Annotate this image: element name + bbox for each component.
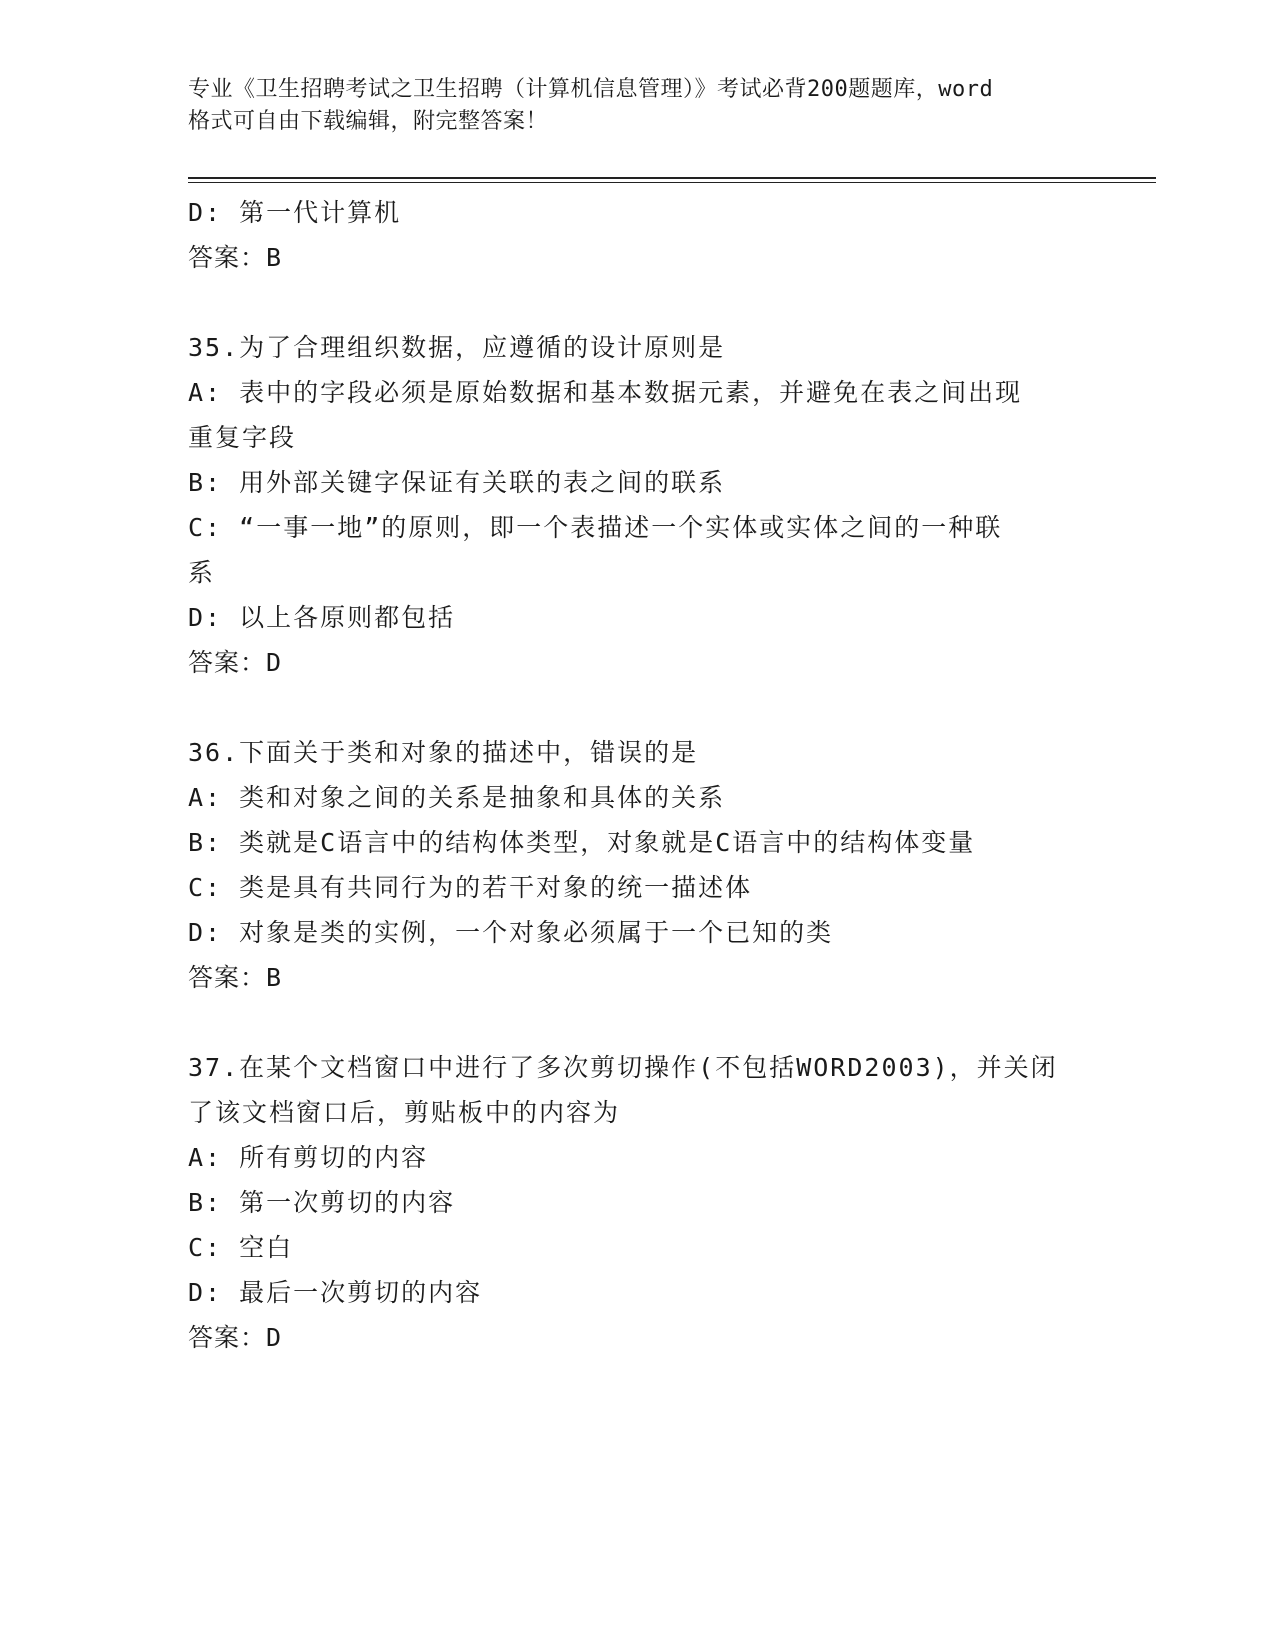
option-b: B: 类就是C语言中的结构体类型，对象就是C语言中的结构体变量	[188, 828, 976, 857]
header-divider	[188, 182, 1156, 183]
option-c: C: 空白	[188, 1233, 294, 1262]
question-35	[188, 325, 1108, 685]
question-36	[188, 730, 1108, 1000]
option-a-continued: 重复字段	[188, 423, 297, 452]
option-d: D: 最后一次剪切的内容	[188, 1278, 483, 1307]
option-b: B: 第一次剪切的内容	[188, 1188, 456, 1217]
option-c: C: “一事一地”的原则，即一个表描述一个实体或实体之间的一种联	[188, 513, 1003, 542]
header-line: 格式可自由下载编辑，附完整答案！	[188, 109, 549, 134]
answer: 答案：B	[188, 963, 283, 992]
option-d: D: 对象是类的实例，一个对象必须属于一个已知的类	[188, 918, 834, 947]
option-a: A: 类和对象之间的关系是抽象和具体的关系	[188, 783, 726, 812]
question-title: 35.为了合理组织数据，应遵循的设计原则是	[188, 333, 726, 362]
option-d: D: 第一代计算机	[188, 198, 402, 227]
answer: 答案：D	[188, 648, 283, 677]
header-divider	[188, 177, 1156, 179]
option-c-continued: 系	[188, 558, 216, 587]
option-a: A: 表中的字段必须是原始数据和基本数据元素，并避免在表之间出现	[188, 378, 1023, 407]
answer: 答案：D	[188, 1323, 283, 1352]
question-37	[188, 1045, 1108, 1360]
option-b: B: 用外部关键字保证有关联的表之间的联系	[188, 468, 726, 497]
page-header	[188, 74, 1088, 138]
option-a: A: 所有剪切的内容	[188, 1143, 429, 1172]
question-list	[188, 190, 1108, 1360]
option-d: D: 以上各原则都包括	[188, 603, 456, 632]
question-title: 36.下面关于类和对象的描述中，错误的是	[188, 738, 699, 767]
answer: 答案：B	[188, 243, 283, 272]
header-line: 专业《卫生招聘考试之卫生招聘（计算机信息管理）》考试必背200题题库，word	[188, 77, 994, 102]
question-prev-tail	[188, 190, 1108, 280]
question-title-continued: 了该文档窗口后，剪贴板中的内容为	[188, 1098, 621, 1127]
question-title: 37.在某个文档窗口中进行了多次剪切操作(不包括WORD2003)，并关闭	[188, 1053, 1058, 1082]
option-c: C: 类是具有共同行为的若干对象的统一描述体	[188, 873, 753, 902]
